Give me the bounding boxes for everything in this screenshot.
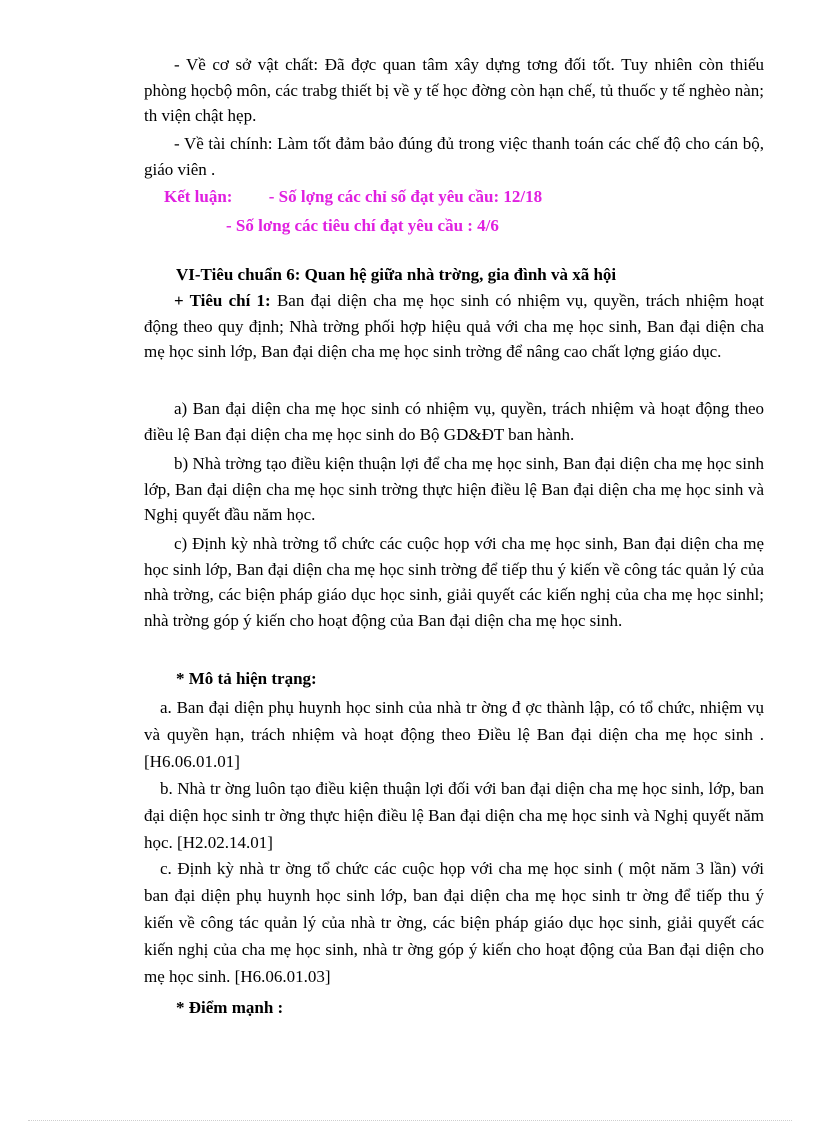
status-item-a: a. Ban đại diện phụ huynh học sinh của nhà tr ờng đ ợc thành lập, có tổ chức, nhiệm vụ và quyền hạn, trách nhiệm và hoạt động theo Điều lệ Ban đại diện cha mẹ học sinh . [H6.06.01.01] (144, 698, 764, 771)
paragraph-finance: - Về tài chính: Làm tốt đảm bảo đúng đủ trong việc thanh toán các chế độ cho cán bộ, giáo viên . (144, 134, 764, 179)
status-heading: * Mô tả hiện trạng: (176, 669, 317, 688)
conclusion-label: Kết luận: (164, 187, 233, 206)
conclusion-criteria: - Số lơng các tiêu chí đạt yêu cầu : 4/6 (226, 216, 499, 235)
conclusion-line-1 (164, 184, 764, 210)
status-item-b: b. Nhà tr ờng luôn tạo điều kiện thuận lợi đối với ban đại diện cha mẹ học sinh, lớp, ban đại diện học sinh tr ờng thực hiện điều lệ Ban đại diện cha mẹ học sinh và Nghị quyết năm học. [H2.02.14.01] (144, 779, 764, 852)
conclusion-line-2 (226, 213, 766, 239)
criterion-text: Ban đại diện cha mẹ học sinh có nhiệm vụ, quyền, trách nhiệm hoạt động theo quy định; Nhà trờng phối hợp hiệu quả với cha mẹ học sinh, Ban đại diện cha mẹ học sinh lớp, Ban đại diện cha mẹ học sinh trờng để nâng cao chất lợng giáo dục. (144, 291, 764, 361)
criterion-1-paragraph (144, 288, 764, 365)
criterion-item-b: b) Nhà trờng tạo điều kiện thuận lợi để cha mẹ học sinh, Ban đại diện cha mẹ học sinh lớp, Ban đại diện cha mẹ học sinh trờng thực hiện điều lệ Ban đại diện cha mẹ học sinh và Nghị quyết đầu năm học. (144, 454, 764, 524)
status-item-c: c. Định kỳ nhà tr ờng tổ chức các cuộc họp với cha mẹ học sinh ( một năm 3 lần) với ban đại diện phụ huynh học sinh lớp, ban đại diện cha mẹ học sinh tr ờng để tiếp thu ý kiến về công tác quản lý của nhà tr ờng, các biện pháp giáo dục học sinh, giải quyết các kiến nghị của cha mẹ học sinh, nhà tr ờng góp ý kiến cho hoạt động của Ban đại diện cho mẹ học sinh. [H6.06.01.03] (144, 859, 764, 986)
criterion-item-c: c) Định kỳ nhà trờng tổ chức các cuộc họp với cha mẹ học sinh, Ban đại diện cha mẹ học sinh lớp, Ban đại diện cha mẹ học sinh trờng để tiếp thu ý kiến về công tác quản lý của nhà trờng, các biện pháp giáo dục học sinh, giải quyết các kiến nghị của cha mẹ học sinhl; nhà trờng góp ý kiến cho hoạt động của Ban đại diện cha mẹ học sinh. (144, 534, 764, 630)
paragraph-facilities: - Về cơ sở vật chất: Đã đợc quan tâm xây dựng tơng đối tốt. Tuy nhiên còn thiếu phòng họcbộ môn, các trabg thiết bị về y tế học đờng còn hạn chế, tủ thuốc y tế nghèo nàn; th viện chật hẹp. (144, 55, 764, 125)
conclusion-indicators: - Số lợng các chỉ số đạt yêu cầu: 12/18 (268, 187, 543, 206)
section-heading: VI-Tiêu chuẩn 6: Quan hệ giữa nhà trờng, gia đình và xã hội (176, 265, 617, 284)
criterion-label: + Tiêu chí 1: (174, 291, 271, 310)
page-bottom-rule (28, 1120, 792, 1121)
criterion-item-a: a) Ban đại diện cha mẹ học sinh có nhiệm vụ, quyền, trách nhiệm và hoạt động theo điều lệ Ban đại diện cha mẹ học sinh do Bộ GD&ĐT ban hành. (144, 399, 764, 444)
strengths-heading: * Điểm mạnh : (176, 998, 284, 1017)
